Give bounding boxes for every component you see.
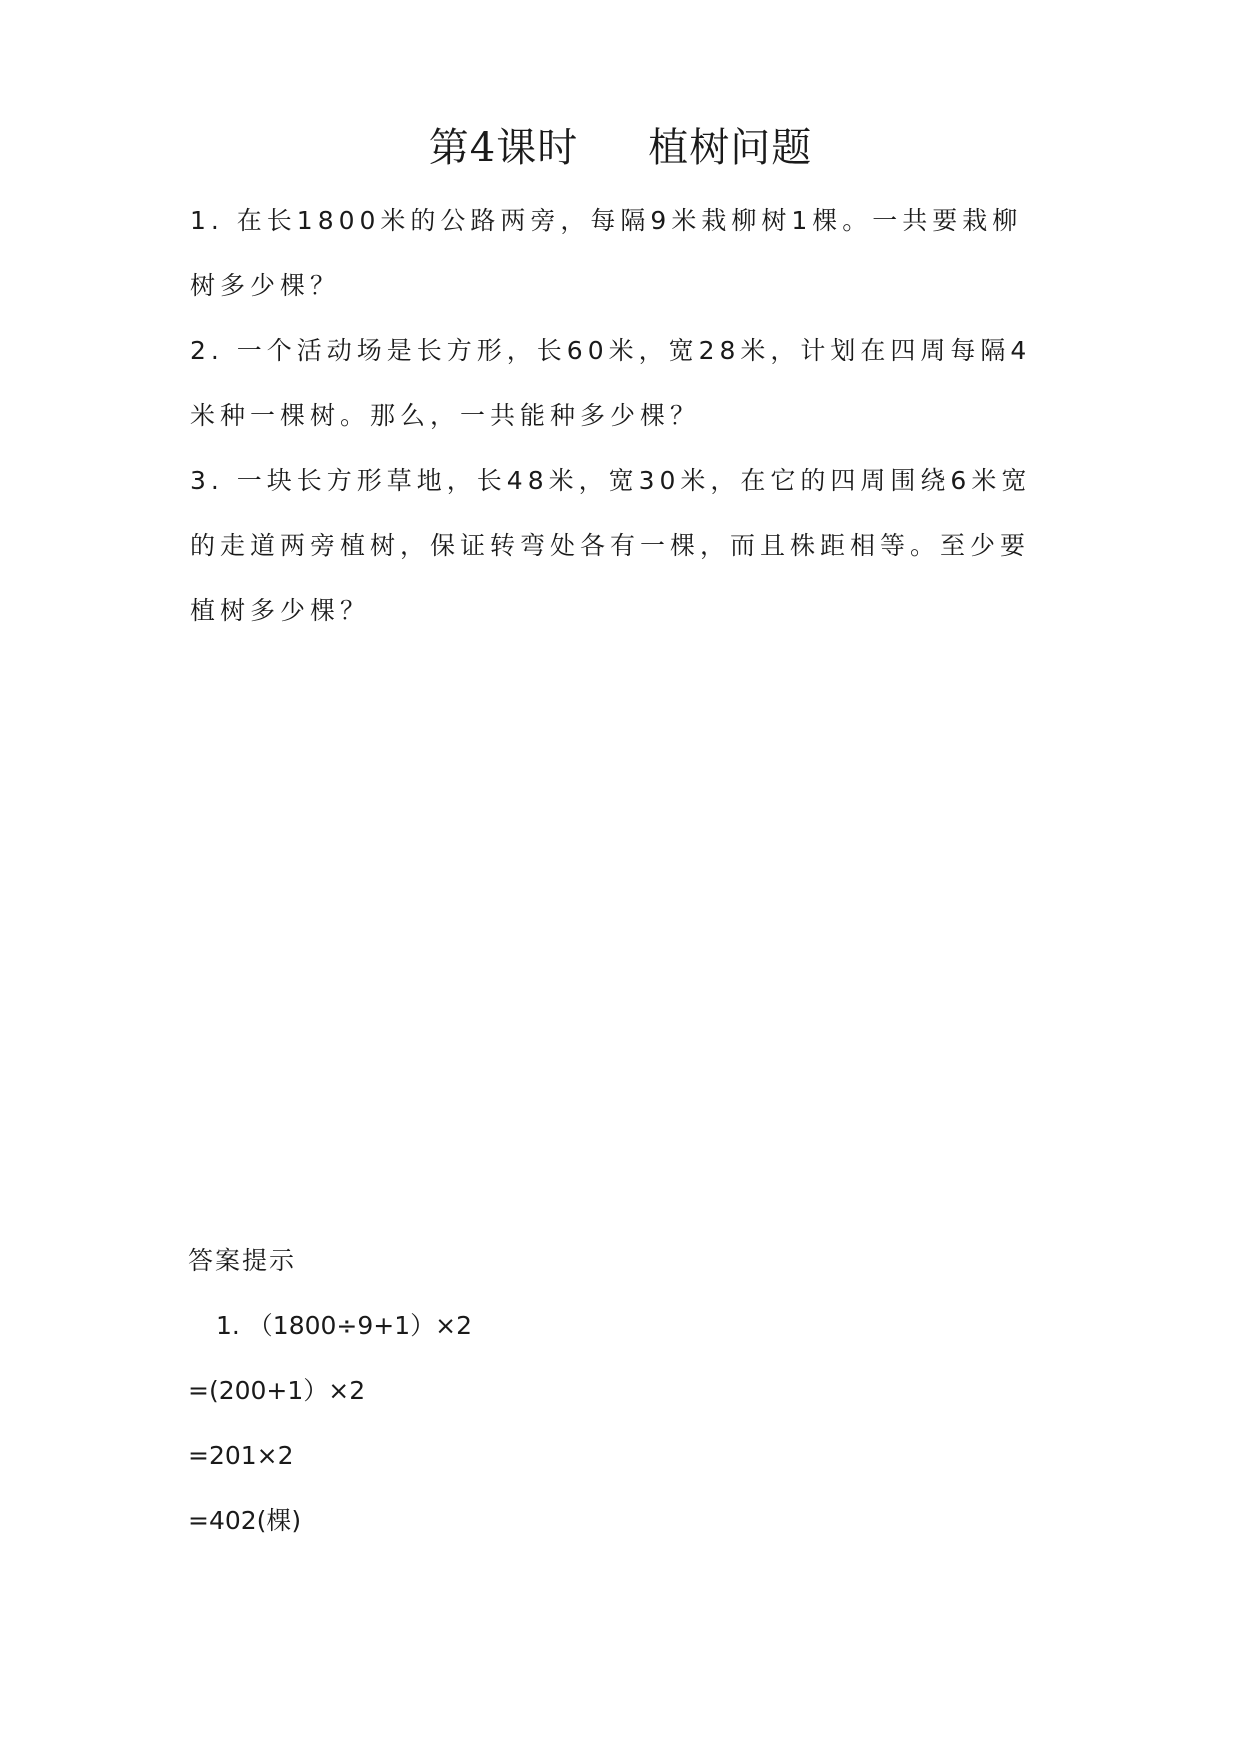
question-3: 3. 一块长方形草地，长48米，宽30米，在它的四周围绕6米宽的走道两旁植树，保证转弯处各有一棵，而且株距相等。至少要植树多少棵？ xyxy=(190,466,1032,625)
answer-heading: 答案提示 xyxy=(188,1246,297,1275)
question-1: 1. 在长1800米的公路两旁，每隔9米栽柳树1棵。一共要栽柳树多少棵？ xyxy=(190,206,1023,300)
answer-line-3: =201×2 xyxy=(188,1441,294,1470)
answer-section xyxy=(188,1228,1048,1553)
question-list xyxy=(190,188,1050,643)
answer-line-1: 1. （1800÷9+1）×2 xyxy=(216,1311,472,1340)
question-2: 2. 一个活动场是长方形，长60米，宽28米，计划在四周每隔4米种一棵树。那么，一共能种多少棵？ xyxy=(190,336,1032,430)
answer-line-4: =402(棵) xyxy=(188,1506,302,1535)
page-title xyxy=(0,118,1241,178)
lesson-topic: 植树问题 xyxy=(648,125,813,171)
lesson-number: 第4课时 xyxy=(428,125,579,171)
answer-line-2: =(200+1）×2 xyxy=(188,1376,366,1405)
